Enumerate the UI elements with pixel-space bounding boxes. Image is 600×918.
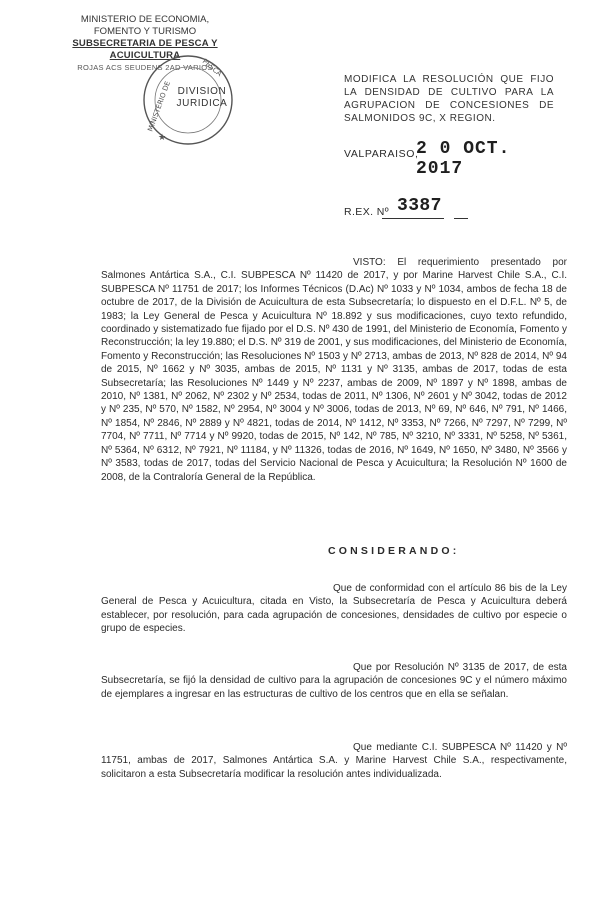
considerando-paragraph-1: Que de conformidad con el artículo 86 bis de la Ley General de Pesca y Acuicultura, citada en Visto, la Subsecretaría de Pesca y Acuicultura deberá establecer, por resolución, para cada agrupación de concesiones, densidades de cultivo por especie o grupo de especies. xyxy=(101,583,567,635)
stamp-line-2: JURIDICA xyxy=(176,98,228,109)
subsecretaria-name: SUBSECRETARIA DE PESCA Y ACUICULTURA xyxy=(72,38,218,61)
resolution-summary: MODIFICA LA RESOLUCIÓN QUE FIJO LA DENSIDAD DE CULTIVO PARA LA AGRUPACION DE CONCESIONES DE SALMONIDOS 9C, X REGION. xyxy=(344,74,554,124)
considerando-paragraph-3: Que mediante C.I. SUBPESCA Nº 11420 y Nº 11751, ambas de 2017, Salmones Antártica S.A. y Marine Harvest Chile S.A., respectivamente, solicitaron a esta Subsecretaría modificar la resolución antes individualizada. xyxy=(101,742,567,780)
considerando-paragraph-2: Que por Resolución Nº 3135 de 2017, de esta Subsecretaría, se fijó la densidad de cultivo para la agrupación de concesiones 9C y el número máximo de ejemplares a ingresar en las estructuras de cultivo de los centros que en ella se señalan. xyxy=(101,662,567,700)
considerando-heading: CONSIDERANDO: xyxy=(328,545,460,557)
place-label: VALPARAISO, xyxy=(344,148,419,160)
stamp-label xyxy=(172,86,232,110)
handwritten-date: 2 0 OCT. 2017 xyxy=(416,139,511,179)
svg-text:★: ★ xyxy=(158,132,167,142)
stamp-line-1: DIVISION xyxy=(177,86,227,97)
visto-paragraph: VISTO: El requerimiento presentado por Salmones Antártica S.A., C.I. SUBPESCA Nº 11420 de 2017, y por Marine Harvest Chile S.A., C.I. SUBPESCA Nº 11751 de 2017; los Informes Técnicos (D.Ac) Nº 1033 y Nº 1034, ambos de fecha 18 de octubre de 2017, de la División de Acuicultura de esta Subsecretaría; lo dispuesto en el D.F.L. Nº 5, de 1983; la Ley General de Pesca y Acuicultura Nº 18.892 y sus modificaciones, cuyo texto refundido, coordinado y sistematizado fue fijado por el D.S. Nº 430 de 1991, del Ministerio de Economía, Fomento y Reconstrucción; la ley 19.880; el D.S. Nº 319 de 2001, y sus modificaciones, del Ministerio de Economía, Fomento y Reconstrucción; las Resoluciones Nº 1503 y Nº 2713, ambas de 2013, Nº 828 de 2014, Nº 94 de 2015, Nº 1662 y Nº 3035, ambas de 2015, Nº 1131 y Nº 3135, ambas de 2017, todas de esta Subsecretaría; las Resoluciones Nº 1449 y Nº 2237, ambas de 2009, Nº 1897 y Nº 1898, ambas de 2010, Nº 1381, Nº 2062, Nº 2302 y Nº 2534, todas de 2011, Nº 1306, Nº 2601 y Nº 3042, todas de 2012 y Nº 235, Nº 570, Nº 1582, Nº 2954, Nº 3004 y Nº 3006, todas de 2013, Nº 69, Nº 646, Nº 791, Nº 1466, Nº 1854, Nº 2846, Nº 2889 y Nº 4821, todas de 2014, Nº 1412, Nº 3353, Nº 7266, Nº 7297, Nº 7299, Nº 7704, Nº 7711, Nº 7714 y Nº 9920, todas de 2015, Nº 142, Nº 785, Nº 3210, Nº 3331, Nº 5258, Nº 5361, Nº 5364, Nº 6312, Nº 7921, Nº 11184, y Nº 11326, todas de 2016, Nº 1649, Nº 1650, Nº 3480, Nº 3566 y Nº 3583, todas de 2017, todas del Servicio Nacional de Pesca y Acuicultura; la Resolución Nº 1600 de 2008, de la Contraloría General de la República. xyxy=(101,257,567,483)
blank-line-left xyxy=(382,218,444,219)
place-date xyxy=(344,139,511,179)
ministry-name: MINISTERIO DE ECONOMIA, xyxy=(80,14,210,25)
address-line: ROJAS ACS SEUDENS 2AD VARIOS xyxy=(77,63,213,72)
svg-text:PESCA: PESCA xyxy=(200,57,224,79)
resolution-number: 3387 xyxy=(397,196,442,216)
ministry-name-2: FOMENTO Y TURISMO xyxy=(93,26,197,37)
resolution-label: R.EX. Nº xyxy=(344,206,389,218)
blank-line-right xyxy=(454,218,468,219)
svg-text:MINISTERIO DE: MINISTERIO DE xyxy=(146,80,173,133)
resolution-number-line xyxy=(344,196,442,218)
